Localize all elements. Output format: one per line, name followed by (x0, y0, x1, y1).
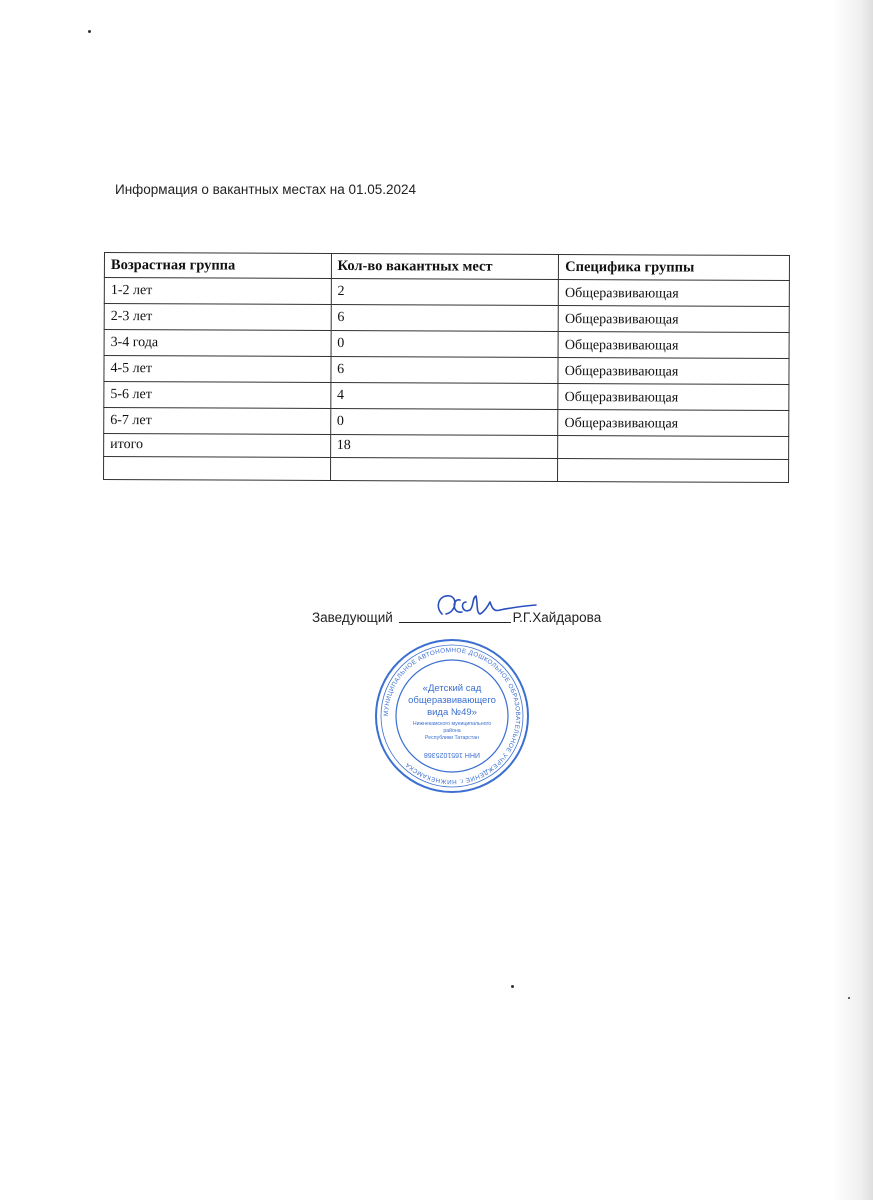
table-header-row (104, 253, 789, 281)
document-title: Информация о вакантных местах на 01.05.2024 (115, 182, 417, 197)
cell-vacancy-count: 2 (331, 278, 559, 305)
table-empty-row (104, 457, 789, 483)
table-row (104, 330, 789, 359)
scan-shadow-edge (833, 0, 873, 1200)
cell-empty (330, 457, 558, 481)
cell-group-type: Общеразвивающая (558, 357, 789, 384)
cell-group-type: Общеразвивающая (558, 409, 789, 436)
seal-center-line-3: вида №49» (427, 707, 477, 718)
cell-vacancy-count: 6 (331, 304, 559, 331)
table-row (104, 408, 789, 437)
seal-center-line-1: «Детский сад (422, 683, 482, 694)
signatory-name: Р.Г.Хайдарова (512, 610, 602, 625)
handwritten-signature (430, 588, 540, 628)
cell-group-type: Общеразвивающая (558, 383, 789, 410)
seal-outer-text: МУНИЦИПАЛЬНОЕ АВТОНОМНОЕ ДОШКОЛЬНОЕ ОБРАЗОВАТЕЛЬНОЕ УЧРЕЖДЕНИЕ г. НИЖНЕКАМСКА (382, 646, 522, 786)
cell-group-type: Общеразвивающая (558, 305, 789, 332)
table-row (104, 382, 789, 411)
cell-total-type (558, 435, 789, 459)
cell-age-group: 6-7 лет (104, 408, 331, 435)
cell-vacancy-count: 0 (330, 408, 558, 435)
table-row (104, 356, 789, 385)
cell-vacancy-count: 0 (331, 330, 559, 357)
table-row (104, 304, 789, 333)
header-age-group: Возрастная группа (104, 253, 331, 279)
seal-center-line-6: Республики Татарстан (425, 735, 479, 741)
cell-age-group: 1-2 лет (104, 278, 331, 305)
cell-empty (558, 458, 789, 482)
header-vacancy-count: Кол-во вакантных мест (331, 253, 559, 279)
seal-center-line-2: общеразвивающего (408, 695, 496, 706)
table-row (104, 278, 789, 307)
scan-speck (511, 985, 514, 988)
official-seal (373, 637, 531, 795)
signatory-role: Заведующий (312, 610, 393, 625)
cell-vacancy-count: 6 (331, 356, 559, 383)
seal-center-line-4: Нижнекамского муниципального (412, 721, 492, 727)
seal-inn: ИНН 1651025368 (423, 751, 481, 758)
cell-total-count: 18 (330, 434, 558, 458)
scan-speck (848, 997, 850, 999)
seal-center-line-5: района (443, 728, 461, 734)
vacancies-table (103, 252, 790, 483)
signature-stroke (438, 596, 536, 614)
cell-empty (104, 457, 331, 481)
cell-age-group: 4-5 лет (104, 356, 331, 383)
scan-speck (88, 30, 91, 33)
cell-age-group: 3-4 года (104, 330, 331, 357)
cell-age-group: 5-6 лет (104, 382, 331, 409)
cell-group-type: Общеразвивающая (558, 331, 789, 358)
cell-vacancy-count: 4 (330, 382, 558, 409)
cell-age-group: 2-3 лет (104, 304, 331, 331)
cell-group-type: Общеразвивающая (559, 279, 790, 306)
cell-total-label: итого (104, 434, 331, 458)
table-total-row (104, 434, 789, 460)
header-group-type: Специфика группы (559, 254, 790, 280)
